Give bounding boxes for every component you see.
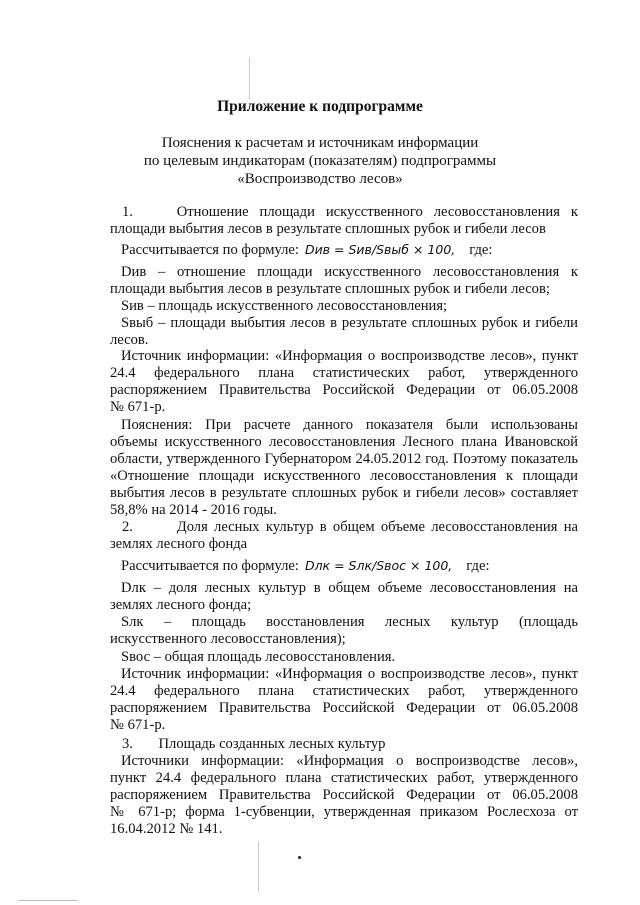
section-1-heading [110, 204, 578, 221]
def-s-iv: Sив – площадь искусственного лесовосстановления; [121, 298, 448, 314]
source-1-line-3: распоряжением Правительства Российской Федерации от 06.05.2008 [110, 382, 578, 398]
def-s-lk: Sлк – площадь восстановления лесных культур (площадь [121, 614, 578, 630]
source-2-line-3: распоряжением Правительства Российской Федерации от 06.05.2008 [110, 700, 578, 716]
formula-1: Dив = Sив/Sвыб × 100, [304, 242, 456, 257]
section-1-title: Отношение площади искусственного лесовосстановления к [176, 204, 578, 220]
source-3-line-5: 16.04.2012 № 141. [110, 821, 223, 837]
formula-2: Dлк = Sлк/Sвос × 100, [304, 558, 453, 573]
scan-edge-bottom [18, 900, 78, 901]
def-d-lk: Dлк – доля лесных культур в общем объеме лесовосстановления на [121, 580, 578, 596]
section-2-title: Доля лесных культур в общем объеме лесовосстановления на [176, 519, 578, 535]
def-d-iv-cont: площади выбытия лесов в результате сплошных рубок и гибели лесов; [110, 281, 550, 297]
formula-label: Рассчитывается по формуле: [121, 558, 299, 574]
scan-fold-line-top [249, 58, 250, 100]
explanation-line-2: объемы искусственного лесовосстановления Лесного плана Ивановской [110, 434, 578, 450]
source-1-line-4: № 671-р. [110, 399, 166, 415]
section-2-title-cont: землях лесного фонда [110, 536, 248, 552]
page-title: Приложение к подпрограмме [217, 98, 423, 115]
def-s-vyb: Sвыб – площади выбытия лесов в результате сплошных рубок и гибели [121, 315, 578, 331]
formula-where: где: [466, 558, 490, 574]
formula-label: Рассчитывается по формуле: [121, 242, 299, 258]
explanation-line-6: 58,8% на 2014 - 2016 годы. [110, 502, 277, 518]
section-3-heading [110, 736, 578, 753]
def-d-iv: Dив – отношение площади искусственного лесовосстановления к [121, 264, 578, 280]
source-3-line-3: распоряжением Правительства Российской Федерации от 06.05.2008 [110, 787, 578, 803]
source-2-line-2: 24.4 федерального плана статистических работ, утвержденного [110, 683, 578, 699]
formula-where: где: [469, 242, 493, 258]
source-1-line-1: Источник информации: «Информация о воспроизводстве лесов», пункт [121, 348, 578, 364]
section-2-heading [110, 519, 578, 536]
source-2-line-1: Источник информации: «Информация о воспроизводстве лесов», пункт [121, 666, 578, 682]
explanation-line-5: выбытия лесов в результате сплошных рубок и гибели лесов» составляет [110, 485, 578, 501]
def-s-lk-cont: искусственного лесовосстановления); [110, 631, 346, 647]
source-3-line-2: пункт 24.4 федерального плана статистических работ, утвержденного [110, 770, 578, 786]
def-s-vyb-cont: лесов. [110, 332, 149, 348]
scan-fold-line-bottom [258, 842, 259, 892]
section-1-number: 1. [122, 204, 133, 220]
scan-dot [298, 856, 301, 859]
explanation-line-3: области, утвержденного Губернатором 24.05.2012 год. Поэтому показатель [110, 451, 578, 467]
source-3-line-1: Источники информации: «Информация о воспроизводстве лесов», [121, 753, 578, 769]
subtitle-line-2: по целевым индикаторам (показателям) подпрограммы [143, 153, 497, 169]
subtitle-line-3: «Воспроизводство лесов» [237, 171, 403, 187]
section-3-title: Площадь созданных лесных культур [158, 736, 386, 752]
def-d-lk-cont: землях лесного фонда; [110, 597, 252, 613]
section-1-title-cont: площади выбытия лесов в результате сплошных рубок и гибели лесов [110, 221, 546, 237]
def-s-vos: Sвос – общая площадь лесовосстановления. [121, 649, 396, 665]
explanation-line-1: Пояснения: При расчете данного показателя были использованы [121, 417, 578, 433]
section-3-number: 3. [122, 736, 133, 752]
subtitle-line-1: Пояснения к расчетам и источникам информации [161, 135, 479, 151]
source-2-line-4: № 671-р. [110, 717, 166, 733]
section-1-formula-line [121, 242, 492, 259]
explanation-line-4: «Отношение площади искусственного лесовосстановления к площади [110, 468, 578, 484]
section-2-number: 2. [122, 519, 133, 535]
section-2-formula-line [121, 558, 490, 575]
source-3-line-4: № 671-р; форма 1-субвенции, утвержденная приказом Рослесхоза от [110, 804, 578, 820]
source-1-line-2: 24.4 федерального плана статистических работ, утвержденного [110, 365, 578, 381]
